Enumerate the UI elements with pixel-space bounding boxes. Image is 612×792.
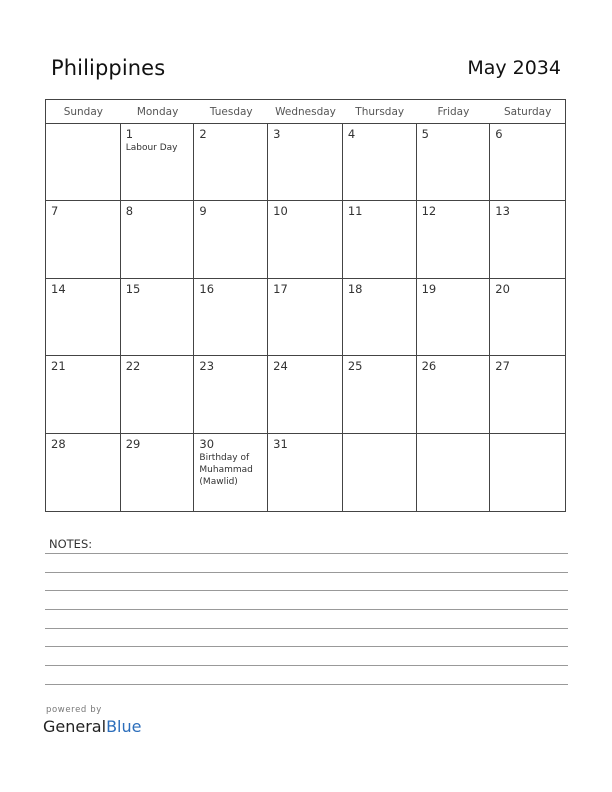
weekday-header: Thursday xyxy=(343,100,417,124)
day-cell xyxy=(121,356,195,433)
day-cell xyxy=(343,201,417,278)
day-cell xyxy=(121,201,195,278)
day-cell xyxy=(46,356,121,433)
day-number: 18 xyxy=(347,281,363,296)
day-number: 19 xyxy=(421,281,437,296)
brand-logo xyxy=(43,717,141,736)
day-number: 31 xyxy=(273,436,288,451)
note-line xyxy=(45,553,568,554)
day-cell xyxy=(46,201,121,278)
day-number: 14 xyxy=(51,281,66,296)
note-line xyxy=(45,646,568,647)
note-line xyxy=(45,628,568,629)
day-cell xyxy=(268,279,343,356)
day-number: 13 xyxy=(495,204,510,219)
day-number: 17 xyxy=(273,281,288,296)
day-number: 15 xyxy=(125,281,141,296)
day-cell xyxy=(417,279,491,356)
note-line xyxy=(45,665,568,666)
day-cell xyxy=(343,434,417,511)
day-number: 3 xyxy=(273,127,281,141)
day-number: 28 xyxy=(51,436,66,451)
day-cell xyxy=(121,124,195,201)
day-cell xyxy=(490,434,565,511)
day-cell xyxy=(490,356,565,433)
note-line xyxy=(45,590,568,591)
brand-blue: Blue xyxy=(106,717,142,736)
day-cell xyxy=(46,279,121,356)
day-cell xyxy=(417,124,491,201)
day-cell xyxy=(194,356,268,433)
day-cell xyxy=(268,356,343,433)
day-cell xyxy=(343,356,417,433)
note-line xyxy=(45,684,568,685)
day-number: 22 xyxy=(125,359,141,374)
weekday-header: Saturday xyxy=(490,100,565,124)
weekday-header: Wednesday xyxy=(268,100,343,124)
weekday-header: Sunday xyxy=(46,100,121,124)
day-cell xyxy=(490,279,565,356)
day-cell xyxy=(194,279,268,356)
day-cell xyxy=(194,124,268,201)
day-cell xyxy=(46,124,121,201)
day-cell xyxy=(268,201,343,278)
day-number: 29 xyxy=(125,436,141,451)
brand-general: General xyxy=(43,717,107,736)
day-number: 11 xyxy=(347,204,363,219)
day-number: 10 xyxy=(273,204,288,219)
day-cell xyxy=(417,434,491,511)
day-number: 16 xyxy=(199,281,215,296)
day-number: 30 xyxy=(199,436,215,451)
day-number: 8 xyxy=(125,204,134,219)
day-number: 23 xyxy=(199,359,215,374)
day-cell xyxy=(194,434,268,511)
day-number: 7 xyxy=(51,204,59,219)
day-number: 12 xyxy=(421,204,437,219)
note-line xyxy=(45,609,568,610)
holiday-label: Labour Day xyxy=(125,143,178,153)
day-number: 26 xyxy=(421,359,437,374)
note-line xyxy=(45,572,568,573)
day-cell xyxy=(268,434,343,511)
day-number: 1 xyxy=(125,127,134,141)
holiday-label: Birthday of Muhammad (Mawlid) xyxy=(199,452,253,487)
day-cell xyxy=(490,124,565,201)
day-cell xyxy=(343,279,417,356)
day-number: 4 xyxy=(347,127,356,141)
day-cell xyxy=(417,201,491,278)
day-cell xyxy=(121,434,195,511)
day-number: 6 xyxy=(495,127,503,141)
day-number: 5 xyxy=(421,127,429,141)
day-cell xyxy=(268,124,343,201)
day-cell xyxy=(194,201,268,278)
calendar-grid xyxy=(45,99,566,512)
day-number: 21 xyxy=(51,359,66,374)
calendar-month-title: May 2034 xyxy=(467,57,561,79)
weekday-header: Friday xyxy=(417,100,491,124)
day-number: 24 xyxy=(273,359,288,374)
day-number: 20 xyxy=(495,281,510,296)
day-number: 25 xyxy=(347,359,363,374)
day-cell xyxy=(46,434,121,511)
weekday-header: Tuesday xyxy=(194,100,268,124)
day-number: 9 xyxy=(199,204,207,219)
weekday-header: Monday xyxy=(121,100,195,124)
day-number: 2 xyxy=(199,127,207,141)
calendar-country-title: Philippines xyxy=(51,56,166,80)
day-number: 27 xyxy=(495,359,510,374)
day-cell xyxy=(417,356,491,433)
powered-by-label: powered by xyxy=(46,705,102,715)
day-cell xyxy=(343,124,417,201)
day-cell xyxy=(121,279,195,356)
notes-label: NOTES: xyxy=(49,537,93,551)
day-cell xyxy=(490,201,565,278)
